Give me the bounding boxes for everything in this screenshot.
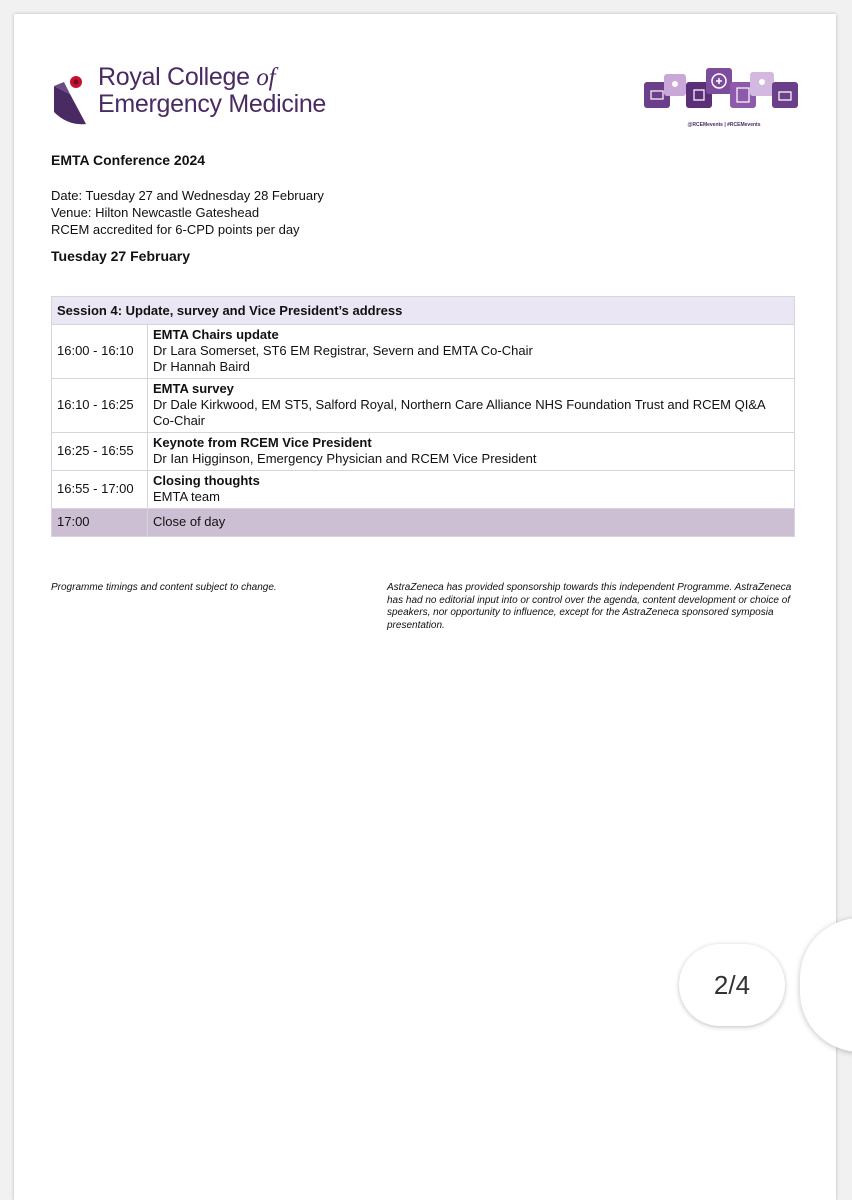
info-venue: Venue: Hilton Newcastle Gateshead <box>51 205 260 220</box>
footnote-sponsorship: AstraZeneca has provided sponsorship towards this independent Programme. AstraZeneca has had no editorial input into or control over the agenda, content development or choice of speakers, nor opportunity to influence, except for the AstraZeneca sponsored symposia presentation. <box>387 582 792 631</box>
row-speaker: Dr Hannah Baird <box>153 359 250 374</box>
document-title: EMTA Conference 2024 <box>51 152 206 168</box>
row-time: 16:10 - 16:25 <box>52 379 148 433</box>
row-speaker: Dr Lara Somerset, ST6 EM Registrar, Severn and EMTA Co-Chair <box>153 343 533 358</box>
event-icons-graphic <box>642 64 802 122</box>
row-title: Closing thoughts <box>153 473 260 488</box>
logo-of: of <box>256 64 276 91</box>
row-content <box>148 471 795 509</box>
session-header: Session 4: Update, survey and Vice President’s address <box>52 297 795 325</box>
row-speaker: Dr Dale Kirkwood, EM ST5, Salford Royal, Northern Care Alliance NHS Foundation Trust and RCEM QI&A Co-Chair <box>153 397 765 428</box>
row-title: EMTA survey <box>153 381 234 396</box>
logo-line2: Emergency Medicine <box>98 90 327 118</box>
event-banner <box>642 64 802 136</box>
row-time: 16:25 - 16:55 <box>52 433 148 471</box>
row-content <box>148 325 795 379</box>
page-indicator-label: 2/4 <box>713 969 751 1000</box>
info-cpd: RCEM accredited for 6-CPD points per day <box>51 222 300 237</box>
row-speaker: EMTA team <box>153 489 220 504</box>
rcem-logo <box>50 64 350 134</box>
row-speaker: Dr Ian Higginson, Emergency Physician and RCEM Vice President <box>153 451 537 466</box>
table-row <box>52 471 795 509</box>
row-content <box>148 433 795 471</box>
logo-line1: Royal College <box>98 63 257 91</box>
close-row <box>52 509 795 537</box>
close-time: 17:00 <box>52 509 148 537</box>
table-row <box>52 325 795 379</box>
row-time: 16:55 - 17:00 <box>52 471 148 509</box>
row-title: Keynote from RCEM Vice President <box>153 435 372 450</box>
row-time: 16:00 - 16:10 <box>52 325 148 379</box>
table-row <box>52 379 795 433</box>
row-content <box>148 379 795 433</box>
rcem-emblem-icon <box>50 72 94 126</box>
event-info <box>51 187 324 238</box>
footnote-disclaimer: Programme timings and content subject to change. <box>51 582 277 593</box>
programme-table <box>51 296 795 537</box>
close-label: Close of day <box>148 509 795 537</box>
info-date: Date: Tuesday 27 and Wednesday 28 February <box>51 188 324 203</box>
logo-text <box>98 64 326 118</box>
day-heading: Tuesday 27 February <box>51 248 191 264</box>
session-header-row <box>52 297 795 325</box>
banner-hashtag: @RCEMevents | #RCEMevents <box>687 122 761 128</box>
table-row <box>52 433 795 471</box>
page-indicator[interactable] <box>679 944 785 1026</box>
row-title: EMTA Chairs update <box>153 327 279 342</box>
